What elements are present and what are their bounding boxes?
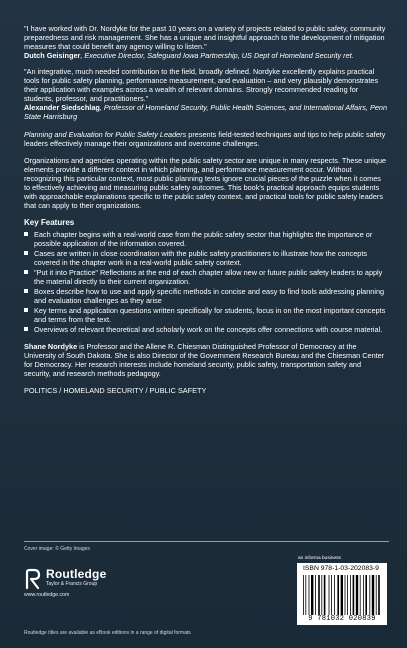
barcode-bar xyxy=(318,575,320,615)
cover-image-credit: Cover image: © Getty Images xyxy=(24,546,90,552)
informa-tagline: an informa business xyxy=(298,556,341,561)
book-title-inline: Planning and Evaluation for Public Safety Leaders xyxy=(24,130,187,139)
list-item: Cases are written in close coordination with the public safety practitioners to illustrate how the concepts covered in the chapter work in a real-world public safety context. xyxy=(24,249,389,267)
barcode-bar xyxy=(369,575,370,615)
endorsement-1-text: "I have worked with Dr. Nordyke for the past 10 years on a variety of projects related to public safety, community preparedness and risk management. She has a unique and insightful approach to the development of mitigation measures that could benefit any agency willing to listen." xyxy=(24,24,386,51)
key-features-heading: Key Features xyxy=(24,218,75,227)
barcode-bar xyxy=(372,575,374,615)
barcode-bar xyxy=(353,575,355,615)
routledge-logo-icon xyxy=(24,568,42,590)
intro-paragraph xyxy=(24,130,389,148)
barcode-digits: 9 781032 020839 xyxy=(308,615,376,623)
barcode-bar xyxy=(324,575,326,615)
author-bio xyxy=(24,342,389,378)
endorsement-2: "An integrative, much needed contribution to the field, broadly defined. Nordyke excellently explains practical tools for public safety planning, performance measurement, and evaluation – and very plausibly demonstrates their application with examples across a wealth of relevant domains. Strongly recommended reading for students, professor, and practitioners." Alexander Siedschlag, Professor of Homeland Security, Public Health Sciences, and International Affairs, Penn State Harrisburg xyxy=(24,67,388,121)
barcode-bar xyxy=(376,575,377,615)
barcode-bar xyxy=(329,575,330,615)
barcode-bar xyxy=(345,575,346,615)
endorsement-2-text: "An integrative, much needed contribution to the field, broadly defined. Nordyke excellently explains practical tools for public safety planning, performance measurement, and evaluation – and very plausibly demonstrates their application with examples across a wealth of relevant domains. Strongly recommended reading for students, professor, and practitioners." xyxy=(24,67,379,103)
endorsement-1-name: Dutch Geisinger xyxy=(24,51,81,60)
list-item: "Put it into Practice" Reflections at the end of each chapter allow new or future public safety leaders to apply the material directly to their current organization. xyxy=(24,268,389,286)
description-paragraph: Organizations and agencies operating within the public safety sector are unique in many respects. These unique elements provide a different context in which planning, and performance measurement occur. Without recognizing this particular context, most public planning texts ignore crucial pieces of the puzzle when it comes to effectively achieving and measuring public safety outcomes. This book's practical approach equips students with approachable explanations specific to the public safety context, and practical tools for public safety leaders that can apply to their organizations. xyxy=(24,156,387,210)
endorsement-1-role: Executive Director, Safeguard Iowa Partnership, US Dept of Homeland Security ret. xyxy=(84,51,354,60)
divider xyxy=(24,541,389,542)
barcode-bar xyxy=(378,575,380,615)
barcode-bar xyxy=(341,575,343,615)
publisher-name: Routledge xyxy=(46,567,107,581)
barcode-bar xyxy=(360,575,361,615)
list-item: Each chapter begins with a real-world case from the public safety sector that highlights the importance or possible application of the information covered. xyxy=(24,230,389,248)
barcode-bar xyxy=(305,575,306,615)
isbn-label: ISBN 978-1-03-202083-9 xyxy=(303,565,379,572)
barcode-bar xyxy=(347,575,348,615)
barcode-bar xyxy=(309,575,310,615)
barcode-bar xyxy=(363,575,364,615)
key-features-list xyxy=(24,230,389,334)
list-item: Overviews of relevant theoretical and scholarly work on the concepts offer connections with course material. xyxy=(24,325,389,334)
endorsement-2-role: Professor of Homeland Security, Public Health Sciences, and International Affairs, Penn State Harrisburg xyxy=(24,103,388,121)
list-item: Boxes describe how to use and apply specific methods in concise and easy to find tools addressing planning and evaluation challenges as they arise xyxy=(24,287,389,305)
barcode-bar xyxy=(365,575,367,615)
list-item: Key terms and application questions written specifically for students, focus in on the most important concepts and terms from the text. xyxy=(24,306,389,324)
barcode-bar xyxy=(356,575,358,615)
endorsement-2-name: Alexander Siedschlag xyxy=(24,103,100,112)
barcode-bar xyxy=(311,575,313,615)
intro-text: presents field-tested techniques and tips to help public safety leaders effectively manage their organizations and overcome challenges. xyxy=(24,130,386,148)
publisher-url: www.routledge.com xyxy=(24,592,70,598)
barcode-bar xyxy=(303,575,304,615)
back-cover-text xyxy=(24,24,389,395)
endorsement-1: "I have worked with Dr. Nordyke for the past 10 years on a variety of projects related to public safety, community preparedness and risk management. She has a unique and insightful approach to the development of mitigation measures that could benefit any agency willing to listen." Dutch Geisinger, Executive Director, Safeguard Iowa Partnership, US Dept of Homeland Security ret. xyxy=(24,24,386,60)
author-name: Shane Nordyke xyxy=(24,342,78,351)
publisher-group: Taylor & Francis Group xyxy=(46,581,98,587)
barcode-bar xyxy=(350,575,351,615)
author-bio-text: is Professor and the Allene R. Chiesman Distinguished Professor of Democracy at the University of South Dakota. She is also Director of the Government Research Bureau and the Chiesman Center for Democracy. Her research interests include homeland security, public safety, transportation safety and security, and research methods pedagogy. xyxy=(24,342,385,378)
barcode-box xyxy=(297,563,387,625)
barcode-bar xyxy=(334,575,335,615)
barcode-icon xyxy=(301,575,383,615)
barcode-bar xyxy=(321,575,322,615)
barcode-bar xyxy=(315,575,316,615)
barcode-bar xyxy=(337,575,339,615)
subject-categories: POLITICS / HOMELAND SECURITY / PUBLIC SAFETY xyxy=(24,386,207,395)
barcode-bar xyxy=(331,575,332,615)
ebook-note: Routledge titles are available as eBook editions in a range of digital formats xyxy=(24,630,191,636)
